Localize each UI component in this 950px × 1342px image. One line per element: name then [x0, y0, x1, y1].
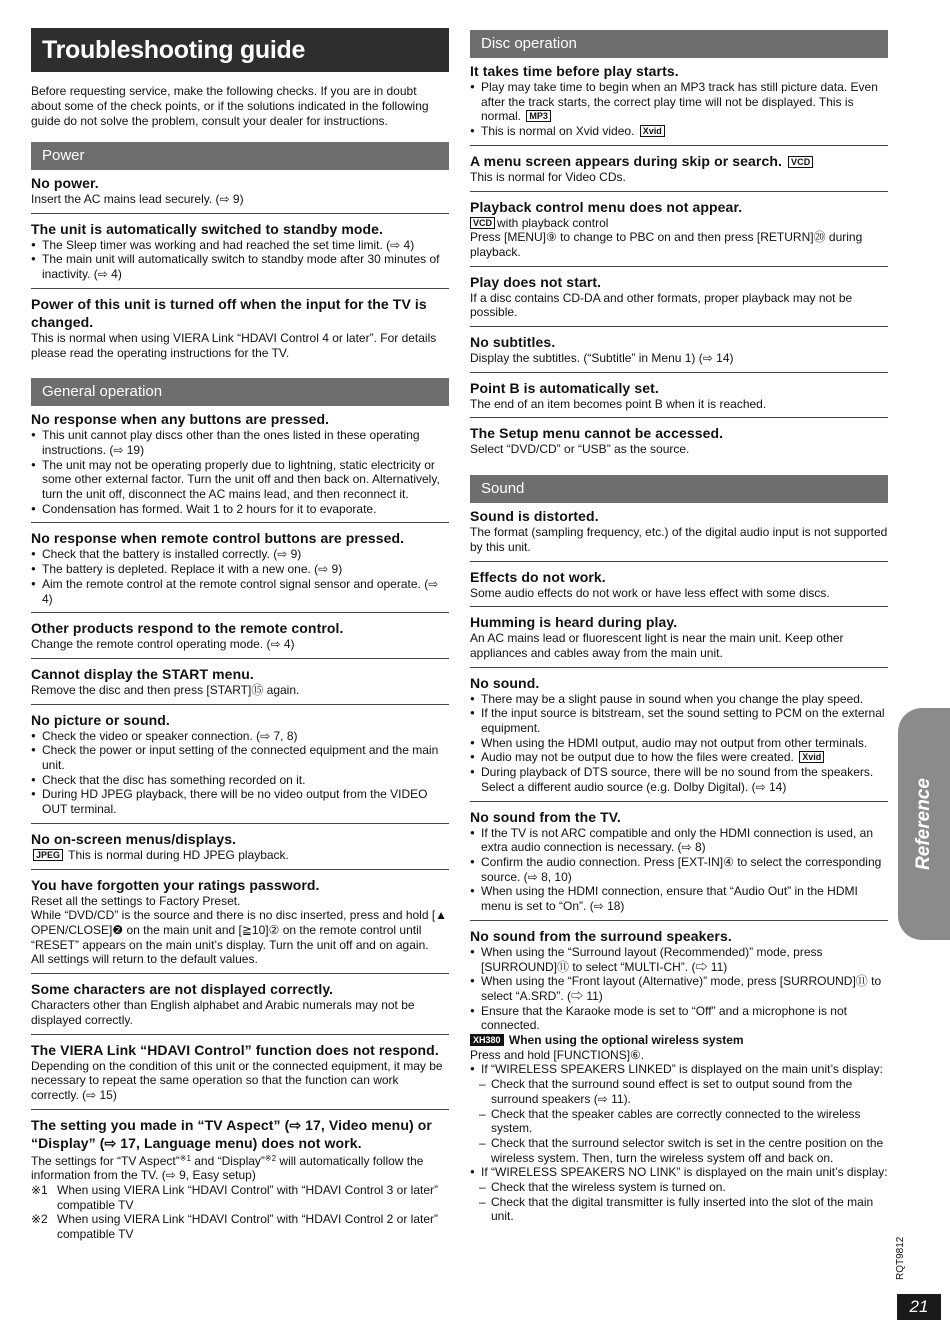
- issue-answer: Characters other than English alphabet and Arabic numerals may not be displayed correctly.: [31, 998, 415, 1027]
- issue-answer: All settings will return to the default values.: [31, 952, 258, 967]
- bullet-text: Play may take time to begin when an MP3 track has still picture data. Even after the track starts, the correct play time will not be displayed. This is normal.: [481, 80, 878, 124]
- issue-menu-screen: [470, 152, 888, 192]
- issue-title: The unit is automatically switched to standby mode.: [31, 220, 384, 237]
- bullet: ● This unit cannot play discs other than the ones listed in these operating instructions. (⇨ 19): [31, 428, 449, 457]
- issue-title: No sound.: [470, 674, 540, 691]
- document-code: RQT9812: [895, 1236, 906, 1280]
- title-text: A menu screen appears during skip or search.: [470, 152, 782, 169]
- issue-humming: [470, 613, 888, 667]
- bullet: ● The battery is depleted. Replace it with a new one. (⇨ 9): [31, 562, 449, 577]
- bullet: ● Check the video or speaker connection. (⇨ 7, 8): [31, 729, 449, 744]
- issue-title: It takes time before play starts.: [470, 63, 679, 79]
- issue-characters: [31, 980, 449, 1034]
- answer-text: This is normal during HD JPEG playback.: [68, 847, 289, 862]
- issue-no-subtitles: [470, 333, 888, 373]
- page-title: Troubleshooting guide: [31, 28, 449, 72]
- issue-title: Point B is automatically set.: [470, 379, 659, 396]
- footnote-text: When using VIERA Link “HDAVI Control” with “HDAVI Control 3 or later” compatible TV: [57, 1183, 439, 1212]
- bullet: ● The unit may not be operating properly due to lightning, static electricity or some other external factor. Turn the unit off and then back on. Alternatively, turn the unit off, disconnect the AC mains lead, and then reconnect it.: [31, 458, 449, 502]
- dash-item: – Check that the surround selector switch is set in the centre position on the wireless system. Then, turn the wireless system off and back on.: [470, 1136, 888, 1165]
- issue-title: Cannot display the START menu.: [31, 665, 254, 682]
- issue-answer: [31, 848, 449, 863]
- issue-no-sound-tv: [470, 808, 888, 921]
- format-tag-xvid: Xvid: [640, 125, 665, 137]
- issue-viera-link: [31, 1041, 449, 1110]
- issue-play-delay: [470, 62, 888, 146]
- bullet: [470, 124, 888, 139]
- format-tag-vcd: VCD: [470, 217, 495, 229]
- issue-answer: Depending on the condition of this unit or the connected equipment, it may be necessary to repeat the same operation so that the function can work correctly. (⇨ 15): [31, 1058, 443, 1102]
- bullet: ● When using the “Front layout (Alternative)” mode, press [SURROUND]⑪ to select “A.SRD”. (⇨ 11): [470, 974, 888, 1003]
- bullet: ● Confirm the audio connection. Press [EXT-IN]④ to select the corresponding source. (⇨ 8, 10): [470, 855, 888, 884]
- page-number: 21: [897, 1294, 941, 1320]
- issue-title: You have forgotten your ratings password.: [31, 876, 320, 893]
- issue-title: No power.: [31, 175, 99, 191]
- bullet: ● If “WIRELESS SPEAKERS NO LINK” is displayed on the main unit’s display:: [470, 1165, 888, 1180]
- issue-no-surround: [470, 927, 888, 1230]
- issue-title: Playback control menu does not appear.: [470, 198, 743, 215]
- bullet: ● Check that the battery is installed correctly. (⇨ 9): [31, 547, 449, 562]
- issue-no-osd: [31, 830, 449, 870]
- section-header-power: Power: [31, 142, 449, 170]
- answer-text: The settings for “TV Aspect”: [31, 1153, 180, 1168]
- bullet-text: This is normal on Xvid video.: [481, 124, 635, 139]
- issue-answer: Remove the disc and then press [START]⑮ again.: [31, 682, 300, 697]
- bullet: ● If the TV is not ARC compatible and only the HDMI connection is used, an extra audio connection is necessary. (⇨ 8): [470, 826, 888, 855]
- section-header-disc: Disc operation: [470, 30, 888, 58]
- bullet: ● During HD JPEG playback, there will be no video output from the VIDEO OUT terminal.: [31, 787, 449, 816]
- issue-title: No picture or sound.: [31, 711, 170, 728]
- format-tag-jpeg: JPEG: [33, 849, 63, 861]
- issue-title: No sound from the TV.: [470, 808, 621, 825]
- intro-text: Before requesting service, make the following checks. If you are in doubt about some of the check points, or if the solutions indicated in the following guide do not solve the problem, consult your dealer for instructions.: [31, 84, 429, 128]
- bullet: ● If the input source is bitstream, set the sound setting to PCM on the external equipment.: [470, 706, 888, 735]
- issue-no-response-buttons: [31, 410, 449, 523]
- footnote-ref: ※1: [179, 1153, 191, 1163]
- issue-answer: Reset all the settings to Factory Preset.: [31, 893, 241, 908]
- issue-other-products: [31, 619, 449, 659]
- bullet: ● The Sleep timer was working and had reached the set time limit. (⇨ 4): [31, 238, 449, 253]
- issue-answer: Select “DVD/CD” or “USB” as the source.: [470, 442, 690, 457]
- issue-answer: An AC mains lead or fluorescent light is near the main unit. Keep other appliances and cables away from the main unit.: [470, 631, 844, 660]
- issue-title: [470, 152, 888, 170]
- issue-no-sound: [470, 674, 888, 802]
- issue-title: The Setup menu cannot be accessed.: [470, 425, 724, 442]
- reference-tab: [898, 708, 950, 940]
- footnote-mark: ※1: [31, 1183, 48, 1198]
- bullet: ● If “WIRELESS SPEAKERS LINKED” is displayed on the main unit’s display:: [470, 1062, 888, 1077]
- issue-answer: Insert the AC mains lead securely. (⇨ 9): [31, 192, 244, 206]
- issue-answer: [31, 1152, 449, 1183]
- wireless-heading: [470, 1033, 888, 1048]
- issue-title: The setting you made in “TV Aspect” (⇨ 17, Video menu) or “Display” (⇨ 17, Language menu) does not work.: [31, 1116, 432, 1151]
- issue-title: Humming is heard during play.: [470, 614, 678, 631]
- model-tag-xh380: XH380: [470, 1034, 504, 1046]
- dash-item: – Check that the surround sound effect is set to output sound from the surround speakers (⇨ 11).: [470, 1077, 888, 1106]
- issue-title: Effects do not work.: [470, 568, 606, 585]
- reference-tab-label: Reference: [913, 778, 934, 870]
- format-tag-xvid: Xvid: [799, 751, 824, 763]
- issue-title: The VIERA Link “HDAVI Control” function does not respond.: [31, 1041, 439, 1058]
- bullet: ● Check the power or input setting of the connected equipment and the main unit.: [31, 743, 449, 772]
- issue-title: No subtitles.: [470, 334, 556, 351]
- footnote: [31, 1183, 449, 1212]
- issue-answer: The end of an item becomes point B when it is reached.: [470, 396, 767, 411]
- issue-answer: Change the remote control operating mode. (⇨ 4): [31, 637, 295, 652]
- bullet: ● Ensure that the Karaoke mode is set to “Off” and a microphone is not connected.: [470, 1004, 888, 1033]
- issue-standby: [31, 220, 449, 289]
- issue-no-power: [31, 174, 449, 214]
- bullet: ● When using the HDMI connection, ensure that “Audio Out” in the HDMI menu is set to “On”. (⇨ 18): [470, 884, 888, 913]
- footnote: [31, 1212, 449, 1241]
- answer-text: with playback control: [497, 215, 609, 230]
- issue-answer: Press and hold [FUNCTIONS]⑥.: [470, 1047, 645, 1062]
- issue-title: Power of this unit is turned off when the input for the TV is changed.: [31, 295, 427, 330]
- issue-title: Play does not start.: [470, 273, 602, 290]
- bullet: ● When using the “Surround layout (Recommended)” mode, press [SURROUND]⑪ to select “MULTI-CH”. (⇨ 11): [470, 945, 888, 974]
- footnote-text: When using VIERA Link “HDAVI Control” with “HDAVI Control 2 or later” compatible TV: [57, 1212, 439, 1242]
- footnote-mark: ※2: [31, 1212, 48, 1227]
- issue-answer: If a disc contains CD-DA and other formats, proper playback may not be possible.: [470, 290, 853, 320]
- bullet: [470, 750, 888, 765]
- dash-item: – Check that the wireless system is turned on.: [470, 1180, 888, 1195]
- issue-effects: [470, 568, 888, 608]
- issue-start-menu: [31, 665, 449, 705]
- issue-answer: [470, 216, 888, 231]
- wireless-heading-text: When using the optional wireless system: [508, 1033, 744, 1048]
- issue-title: No response when any buttons are pressed.: [31, 411, 330, 428]
- bullet: [470, 80, 888, 124]
- bullet: ● During playback of DTS source, there will be no sound from the speakers. Select a different audio source (e.g. Dolby Digital). (⇨ 14): [470, 765, 888, 794]
- issue-title: No response when remote control buttons are pressed.: [31, 530, 405, 547]
- format-tag-mp3: MP3: [526, 110, 551, 122]
- format-tag-vcd: VCD: [788, 156, 813, 168]
- issue-no-response-remote: [31, 529, 449, 613]
- dash-item: – Check that the speaker cables are correctly connected to the wireless system.: [470, 1107, 888, 1136]
- right-column: [470, 28, 888, 1242]
- issue-title: Sound is distorted.: [470, 508, 599, 525]
- issue-answer: Display the subtitles. (“Subtitle” in Menu 1) (⇨ 14): [470, 351, 734, 366]
- issue-point-b: [470, 379, 888, 419]
- section-header-sound: Sound: [470, 475, 888, 503]
- issue-title: Some characters are not displayed correctly.: [31, 981, 334, 998]
- bullet: ● There may be a slight pause in sound when you change the play speed.: [470, 692, 888, 707]
- bullet: ● Condensation has formed. Wait 1 to 2 hours for it to evaporate.: [31, 502, 449, 517]
- answer-text: and “Display”: [190, 1153, 265, 1168]
- issue-answer: Some audio effects do not work or have less effect with some discs.: [470, 585, 830, 600]
- bullet-text: Audio may not be output due to how the files were created.: [481, 750, 794, 765]
- issue-answer: This is normal when using VIERA Link “HDAVI Control 4 or later”. For details please read the operating instructions for the TV.: [31, 330, 437, 360]
- issue-no-picture: [31, 711, 449, 824]
- dash-item: – Check that the digital transmitter is fully inserted into the slot of the main unit.: [470, 1195, 888, 1224]
- issue-title: No sound from the surround speakers.: [470, 927, 732, 944]
- bullet: ● When using the HDMI output, audio may not output from other terminals.: [470, 736, 888, 751]
- issue-play-not-start: [470, 273, 888, 327]
- issue-password: [31, 876, 449, 975]
- issue-tv-aspect: [31, 1116, 449, 1248]
- issue-pbc-menu: [470, 198, 888, 267]
- issue-answer: While “DVD/CD” is the source and there is no disc inserted, press and hold [▲ OPEN/CLOSE]❷ on the main unit and [≧10]② on the remote control until “RESET” appears on the main unit’s display. Turn the unit off and on again.: [31, 908, 448, 952]
- issue-answer: This is normal for Video CDs.: [470, 169, 626, 184]
- issue-title: Other products respond to the remote control.: [31, 620, 344, 637]
- bullet: ● The main unit will automatically switch to standby mode after 30 minutes of inactivity. (⇨ 4): [31, 252, 449, 281]
- bullet: ● Aim the remote control at the remote control signal sensor and operate. (⇨ 4): [31, 577, 449, 606]
- issue-answer: Press [MENU]⑨ to change to PBC on and then press [RETURN]⑳ during playback.: [470, 230, 863, 259]
- issue-answer: The format (sampling frequency, etc.) of the digital audio input is not supported by this unit.: [470, 525, 888, 554]
- bullet: ● Check that the disc has something recorded on it.: [31, 773, 449, 788]
- answer-text: will automatically follow the information from the TV. (⇨ 9, Easy setup): [31, 1153, 424, 1183]
- issue-power-off-tv: [31, 295, 449, 366]
- left-column: [31, 28, 449, 1260]
- issue-title: No on-screen menus/displays.: [31, 830, 237, 847]
- footnote-ref: ※2: [264, 1153, 277, 1163]
- issue-distorted: [470, 507, 888, 561]
- section-header-general: General operation: [31, 378, 449, 406]
- issue-setup-menu: [470, 424, 888, 463]
